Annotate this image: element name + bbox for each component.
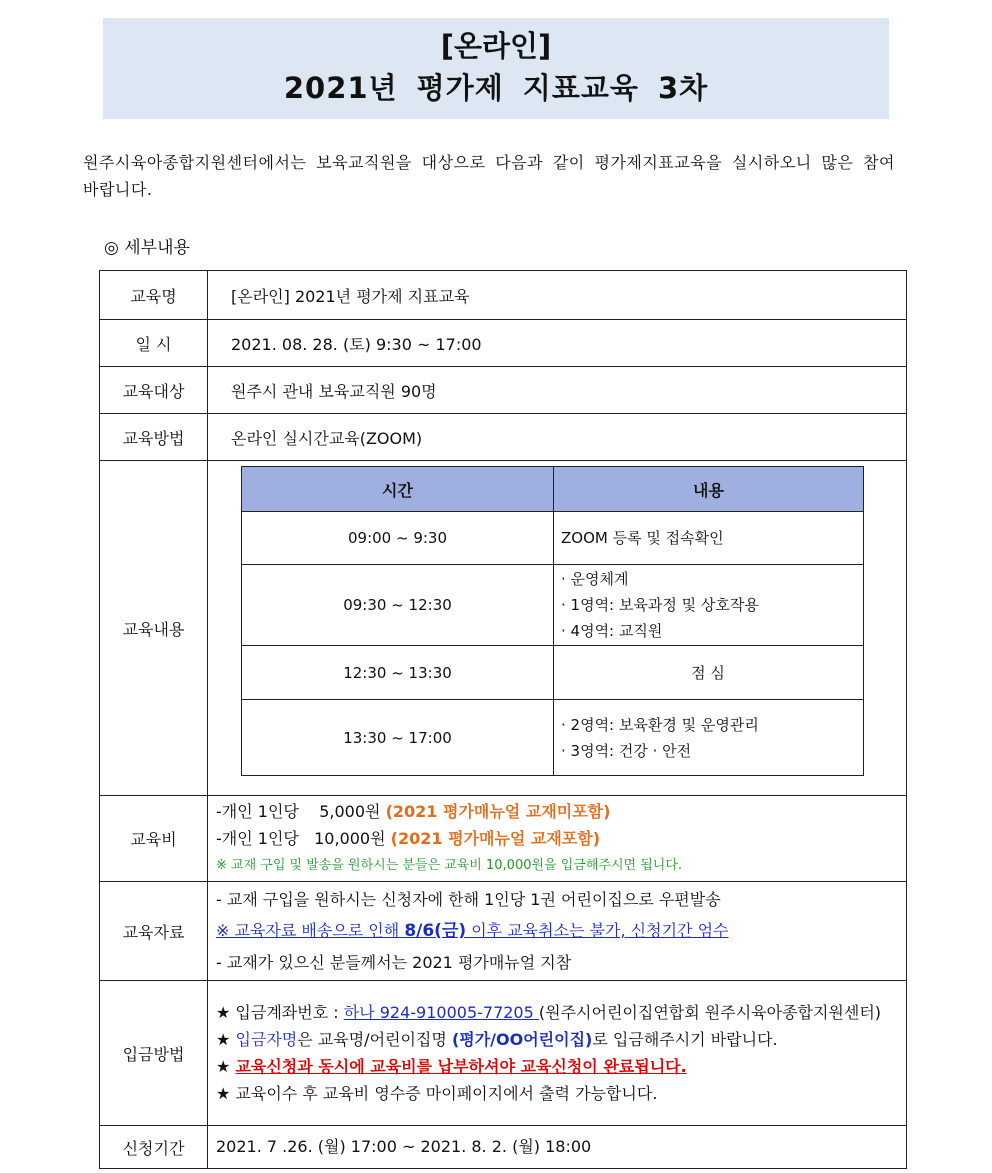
title-line2: 2021년 평가제 지표교육 3차 [283, 71, 709, 105]
row-date [100, 320, 907, 367]
label-date: 일 시 [100, 320, 208, 367]
schedule-header-content: 내용 [554, 467, 864, 512]
row-payment [100, 981, 907, 1126]
payment-line3: ★ 교육신청과 동시에 교육비를 납부하셔야 교육신청이 완료됩니다. [216, 1057, 687, 1076]
fee-note: ※ 교재 구입 및 발송을 원하시는 분들은 교육비 10,000원을 입금해주시면 됩니다. [216, 858, 683, 873]
schedule-item: · 3영역: 건강 · 안전 [561, 741, 692, 760]
value-payment [208, 981, 907, 1126]
schedule-row [242, 646, 864, 700]
schedule-header-time: 시간 [242, 467, 554, 512]
label-name: 교육명 [100, 271, 208, 320]
details-table [99, 270, 907, 1169]
payment-line1: ★ 입금계좌번호 : 하나 924-910005-77205 (원주시어린이집연합회 원주시육아종합지원센터) [216, 1003, 882, 1022]
schedule-time: 12:30 ~ 13:30 [242, 646, 554, 700]
fee-line2: -개인 1인당 10,000원 [216, 829, 391, 848]
row-period [100, 1126, 907, 1169]
schedule-item: · 1영역: 보육과정 및 상호작용 [561, 596, 759, 614]
value-target: 원주시 관내 보육교직원 90명 [208, 367, 907, 414]
schedule-item: · 4영역: 교직원 [561, 622, 663, 640]
schedule-item: · 운영체계 [561, 570, 629, 588]
fee-line1-note: (2021 평가매뉴얼 교재미포함) [385, 802, 611, 821]
material-line2: ※ 교육자료 배송으로 인해 8/6(금) 이후 교육취소는 불가, 신청기간 엄수 [216, 921, 729, 941]
schedule-time: 13:30 ~ 17:00 [242, 700, 554, 776]
schedule-row [242, 512, 864, 565]
schedule-item: ZOOM 등록 및 접속확인 [554, 512, 864, 565]
schedule-row [242, 565, 864, 646]
intro-text: 원주시육아종합지원센터에서는 보육교직원을 대상으로 다음과 같이 평가제지표교육을 실시하오니 많은 참여바랍니다. [83, 153, 895, 199]
schedule-time: 09:30 ~ 12:30 [242, 565, 554, 646]
material-line3: - 교재가 있으신 분들께서는 2021 평가매뉴얼 지참 [216, 953, 572, 972]
schedule-item: · 2영역: 보육환경 및 운영관리 [561, 715, 759, 734]
section-heading: ◎ 세부내용 [104, 238, 190, 258]
label-material: 교육자료 [100, 882, 208, 981]
material-line1: - 교재 구입을 원하시는 신청자에 한해 1인당 1권 어린이집으로 우편발송 [216, 890, 721, 909]
value-period: 2021. 7 .26. (월) 17:00 ~ 2021. 8. 2. (월) 18:00 [208, 1126, 907, 1169]
row-material [100, 882, 907, 981]
label-payment: 입금방법 [100, 981, 208, 1126]
title-box [103, 18, 889, 119]
schedule-table [241, 466, 864, 776]
payment-line2: ★ 입금자명은 교육명/어린이집명 (평가/OO어린이집)로 입금해주시기 바랍니다. [216, 1030, 778, 1049]
label-content: 교육내용 [100, 461, 208, 796]
title-line1: [온라인] [440, 29, 552, 63]
row-fee [100, 796, 907, 882]
schedule-time: 09:00 ~ 9:30 [242, 512, 554, 565]
row-target [100, 367, 907, 414]
value-name: [온라인] 2021년 평가제 지표교육 [208, 271, 907, 320]
label-method: 교육방법 [100, 414, 208, 461]
value-method: 온라인 실시간교육(ZOOM) [208, 414, 907, 461]
row-method [100, 414, 907, 461]
value-date: 2021. 08. 28. (토) 9:30 ~ 17:00 [208, 320, 907, 367]
label-period: 신청기간 [100, 1126, 208, 1169]
value-content [208, 461, 907, 796]
fee-line2-note: (2021 평가매뉴얼 교재포함) [390, 829, 601, 848]
label-target: 교육대상 [100, 367, 208, 414]
schedule-items [554, 565, 864, 646]
schedule-item: 점 심 [554, 646, 864, 700]
account-number: 하나 924-910005-77205 [343, 1003, 539, 1022]
value-material [208, 882, 907, 981]
label-fee: 교육비 [100, 796, 208, 882]
schedule-row [242, 700, 864, 776]
fee-line1: -개인 1인당 5,000원 [216, 802, 386, 821]
payment-line4: ★ 교육이수 후 교육비 영수증 마이페이지에서 출력 가능합니다. [216, 1084, 658, 1103]
schedule-items [554, 700, 864, 776]
row-name [100, 271, 907, 320]
value-fee [208, 796, 907, 882]
row-content [100, 461, 907, 796]
